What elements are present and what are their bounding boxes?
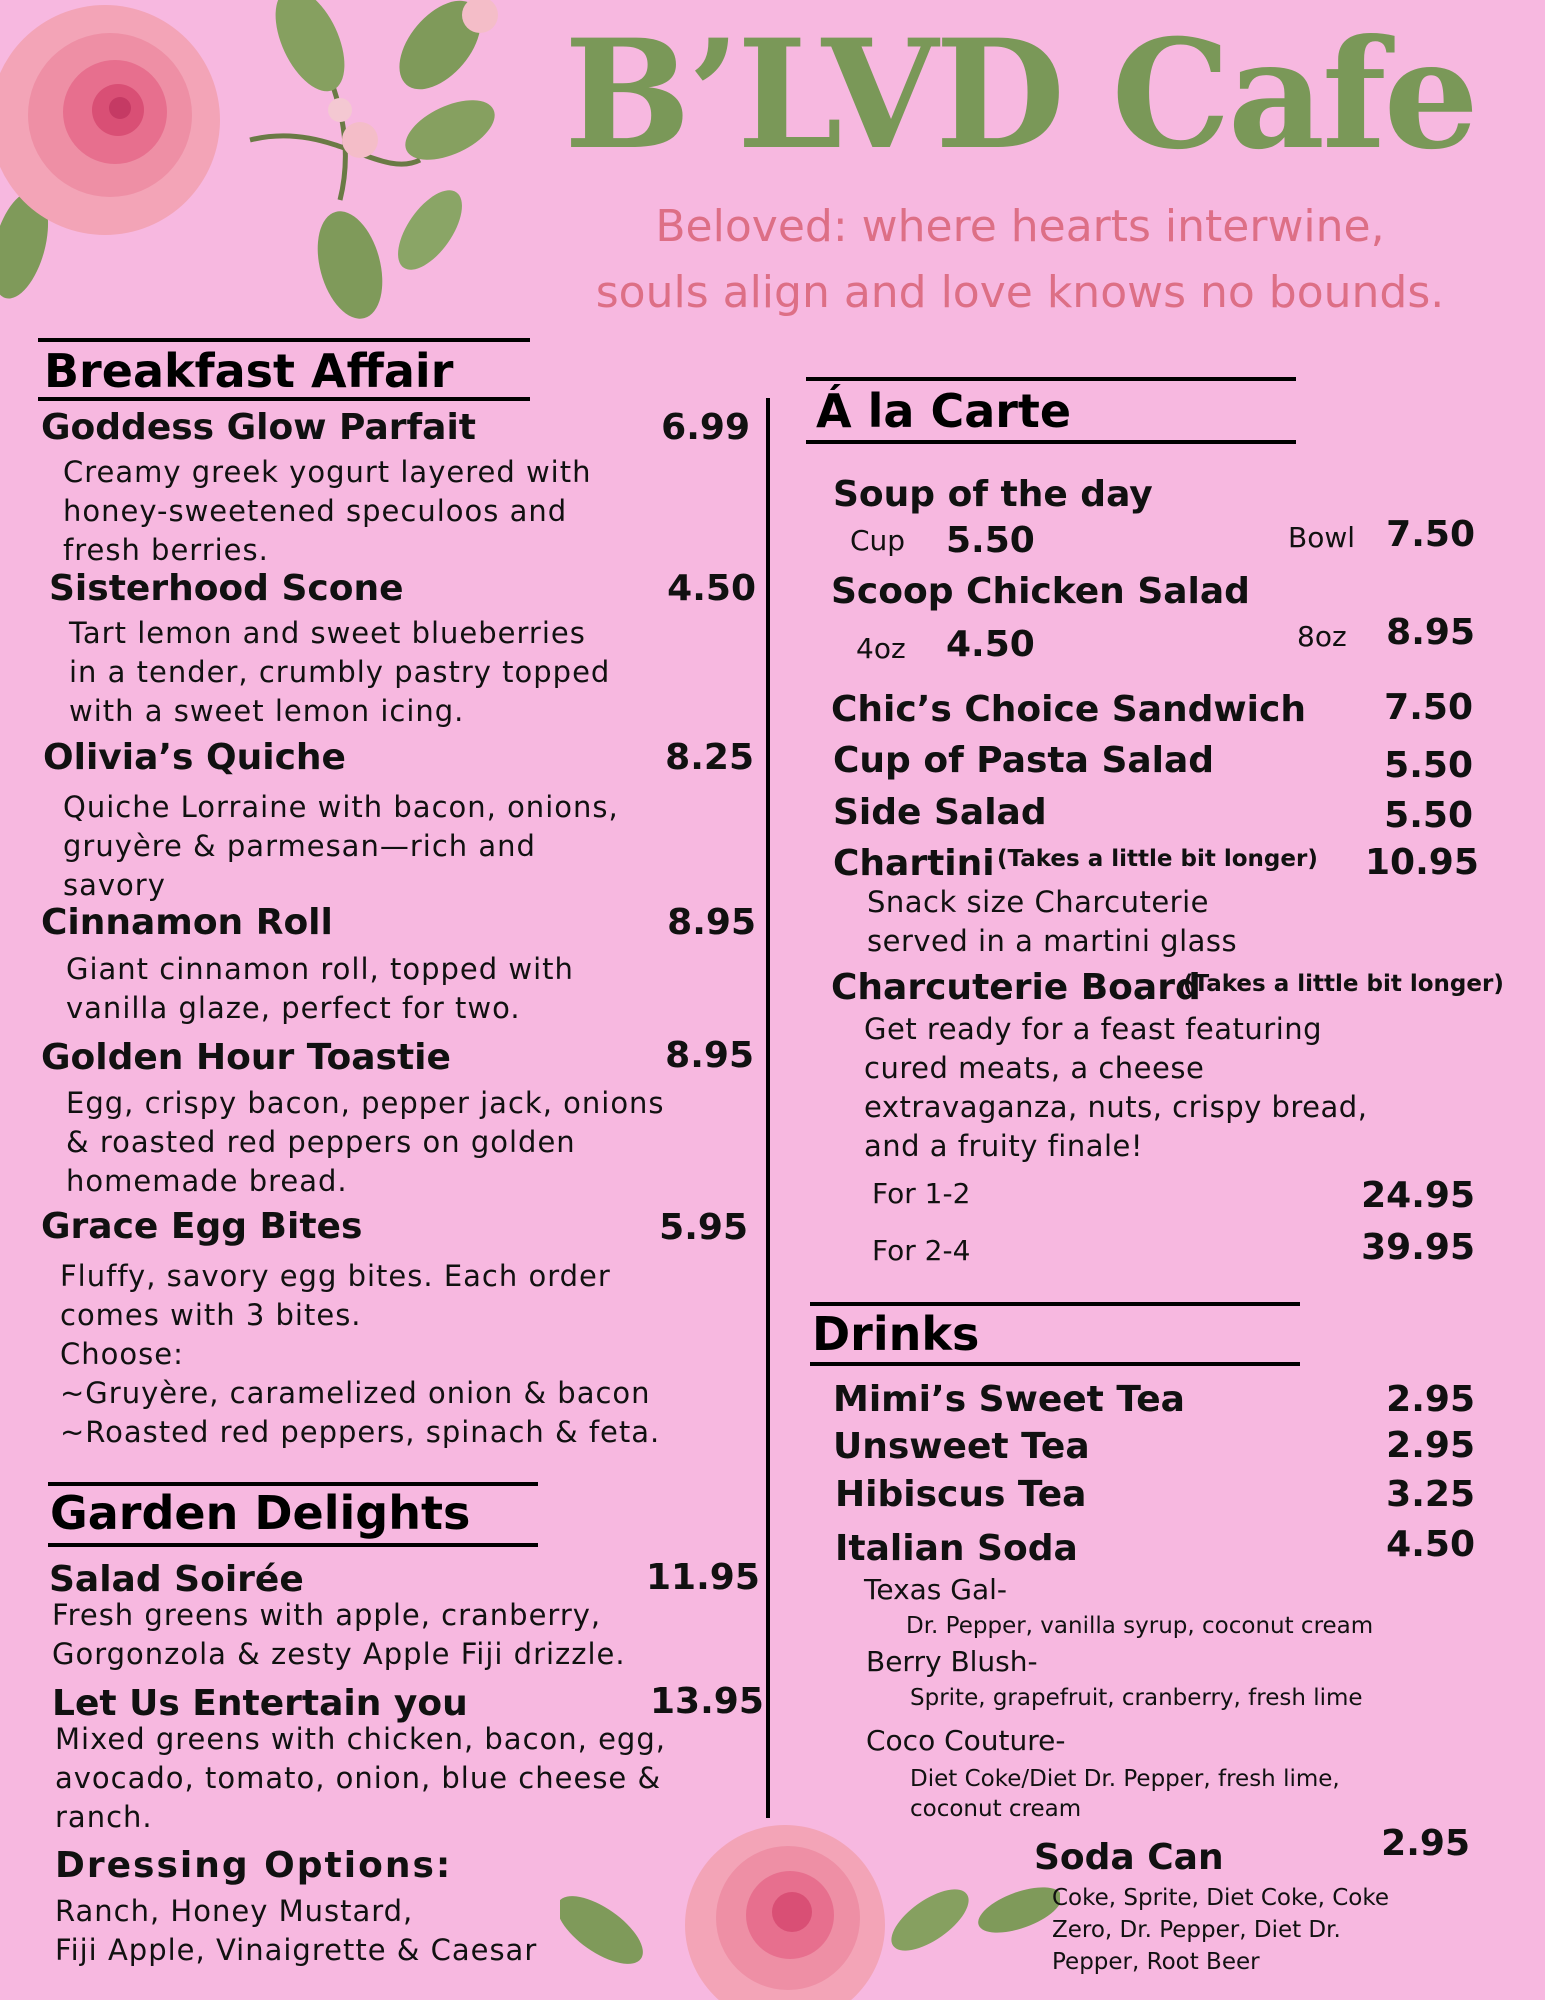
menu-item-price: 11.95 — [646, 1557, 760, 1598]
size-price: 4.50 — [946, 624, 1035, 665]
drinks-rule-bottom — [810, 1362, 1300, 1366]
menu-item-price: 10.95 — [1365, 842, 1479, 883]
menu-item-name: Soup of the day — [833, 474, 1153, 515]
menu-item-note: (Takes a little bit longer) — [997, 846, 1318, 872]
size-price: 5.50 — [946, 520, 1035, 561]
menu-item-name: Grace Egg Bites — [41, 1206, 363, 1247]
menu-item-description: Giant cinnamon roll, topped with vanilla glaze, perfect for two. — [66, 952, 574, 1025]
menu-item-name: Hibiscus Tea — [835, 1474, 1087, 1515]
soda-flavor-description: Dr. Pepper, vanilla syrup, coconut cream — [906, 1613, 1374, 1639]
menu-item-name: Golden Hour Toastie — [41, 1037, 451, 1078]
drinks-heading: Drinks — [812, 1307, 980, 1361]
dressing-options: Ranch, Honey Mustard, Fiji Apple, Vinaigrette & Caesar — [55, 1894, 538, 1967]
menu-item-price: 2.95 — [1386, 1379, 1475, 1420]
menu-item-price: 3.25 — [1386, 1474, 1475, 1515]
soda-flavor-description: Diet Coke/Diet Dr. Pepper, fresh lime, coconut cream — [910, 1766, 1340, 1822]
menu-item-description: Quiche Lorraine with bacon, onions, gruyère & parmesan—rich and savory — [63, 790, 619, 902]
size-price: 7.50 — [1386, 514, 1475, 555]
menu-item-name: Chartini — [833, 843, 995, 884]
menu-item-price: 8.25 — [665, 737, 754, 778]
size-price: 8.95 — [1386, 612, 1475, 653]
menu-item-price: 2.95 — [1381, 1823, 1470, 1864]
menu-item-price: 4.50 — [667, 568, 756, 609]
soda-flavor-name: Coco Couture- — [866, 1724, 1066, 1757]
size-price: 39.95 — [1361, 1227, 1475, 1268]
menu-item-name: Cup of Pasta Salad — [833, 740, 1215, 781]
breakfast-rule-top — [38, 338, 530, 342]
menu-item-name: Goddess Glow Parfait — [41, 407, 477, 448]
menu-item-name: Cinnamon Roll — [41, 902, 333, 943]
menu-item-description: Creamy greek yogurt layered with honey-sweetened speculoos and fresh berries. — [63, 455, 592, 567]
tagline-line-1: Beloved: where hearts interwine, — [655, 201, 1385, 252]
menu-item-description: Snack size Charcuterie served in a martini glass — [867, 885, 1238, 958]
menu-item-note: (Takes a little bit longer) — [1183, 971, 1504, 997]
tagline-line-2: souls align and love knows no bounds. — [595, 267, 1445, 318]
soda-flavor-name: Berry Blush- — [866, 1645, 1038, 1678]
menu-item-description: Get ready for a feast featuring cured meats, a cheese extravaganza, nuts, crispy bread, and a fruity finale! — [864, 1012, 1368, 1163]
breakfast-rule-bottom — [38, 397, 530, 401]
menu-item-price: 7.50 — [1384, 687, 1473, 728]
drinks-rule-top — [810, 1302, 1300, 1306]
menu-item-name: Unsweet Tea — [833, 1426, 1090, 1467]
size-label: Bowl — [1288, 521, 1356, 554]
menu-item-name: Mimi’s Sweet Tea — [833, 1379, 1185, 1420]
alacarte-rule-top — [806, 377, 1296, 381]
menu-item-price: 4.50 — [1386, 1524, 1475, 1565]
garden-rule-bottom — [48, 1543, 538, 1547]
menu-item-name: Salad Soirée — [49, 1559, 304, 1600]
alacarte-rule-bottom — [806, 440, 1296, 444]
menu-item-description: Tart lemon and sweet blueberries in a tender, crumbly pastry topped with a sweet lemon icing. — [69, 616, 611, 728]
menu-item-name: Chic’s Choice Sandwich — [831, 689, 1306, 730]
cafe-title: B’LVD Cafe — [564, 7, 1476, 183]
menu-item-name: Soda Can — [1034, 1837, 1224, 1878]
soda-flavor-name: Texas Gal- — [864, 1573, 1008, 1606]
menu-item-price: 5.50 — [1384, 745, 1473, 786]
menu-item-description: Mixed greens with chicken, bacon, egg, avocado, tomato, onion, blue cheese & ranch. — [55, 1722, 666, 1834]
menu-item-name: Scoop Chicken Salad — [831, 571, 1250, 612]
size-label: 8oz — [1297, 620, 1347, 653]
menu-item-price: 8.95 — [667, 902, 756, 943]
size-label: For 1-2 — [872, 1177, 971, 1210]
dressing-heading: Dressing Options: — [55, 1845, 453, 1886]
alacarte-heading: Á la Carte — [816, 384, 1072, 438]
garden-heading: Garden Delights — [50, 1486, 471, 1540]
menu-item-description: Fluffy, savory egg bites. Each order comes with 3 bites. Choose: ~Gruyère, caramelized onion & bacon ~Roasted red peppers, spinach & feta. — [60, 1259, 661, 1449]
soda-flavor-description: Sprite, grapefruit, cranberry, fresh lime — [910, 1685, 1363, 1711]
menu-item-name: Sisterhood Scone — [49, 568, 404, 609]
rose-vine-top-left — [0, 0, 520, 330]
size-price: 24.95 — [1361, 1175, 1475, 1216]
size-label: Cup — [850, 524, 906, 557]
menu-item-price: 8.95 — [665, 1035, 754, 1076]
menu-item-name: Let Us Entertain you — [52, 1683, 468, 1724]
rose-icon — [685, 1825, 885, 2000]
menu-item-price: 5.95 — [659, 1207, 748, 1248]
menu-item-description: Coke, Sprite, Diet Coke, Coke Zero, Dr. Pepper, Diet Dr. Pepper, Root Beer — [1052, 1885, 1390, 1975]
size-label: 4oz — [856, 632, 906, 665]
menu-item-price: 5.50 — [1384, 795, 1473, 836]
breakfast-heading: Breakfast Affair — [44, 344, 454, 398]
menu-item-price: 13.95 — [650, 1681, 764, 1722]
menu-item-name: Olivia’s Quiche — [43, 737, 346, 778]
menu-item-price: 2.95 — [1386, 1425, 1475, 1466]
menu-item-price: 6.99 — [661, 407, 750, 448]
menu-item-name: Charcuterie Board — [831, 967, 1201, 1008]
menu-item-description: Egg, crispy bacon, pepper jack, onions & roasted red peppers on golden homemade bread. — [66, 1086, 665, 1198]
menu-item-name: Side Salad — [833, 792, 1047, 833]
menu-item-description: Fresh greens with apple, cranberry, Gorgonzola & zesty Apple Fiji drizzle. — [52, 1598, 626, 1671]
column-divider — [766, 398, 770, 1818]
menu-item-name: Italian Soda — [835, 1528, 1078, 1569]
size-label: For 2-4 — [872, 1234, 971, 1267]
